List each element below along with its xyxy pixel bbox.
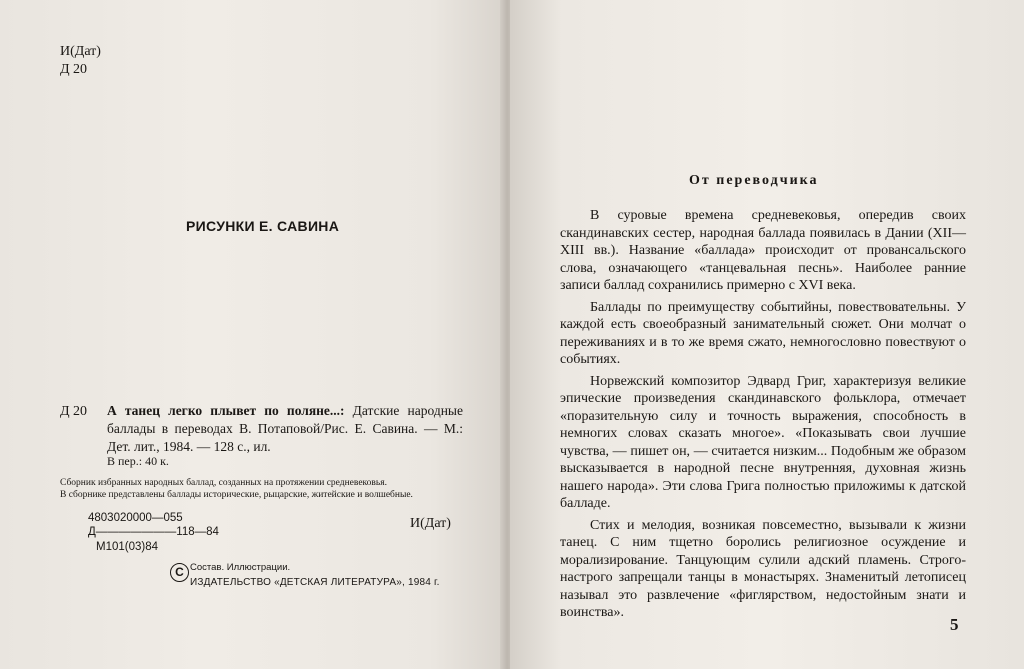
paragraph: Стих и мелодия, возникая повсеместно, вызывали к жизни танец. С ним тщетно боролись религиозное осуждение и морализирование. Танцующим сулили адский пламень. Строго-настрого запрещали танцы в монастырях. Знаменитый летописец называл это развлечение «фиглярством, недостойным знати и воинства».: [560, 517, 966, 620]
left-page: [0, 0, 506, 669]
bibliographic-entry: [107, 402, 463, 456]
summary-line: Сборник избранных народных баллад, созданных на протяжении средневековья.: [60, 478, 387, 488]
bibliographic-details: Датские народные баллады в переводах В. Потаповой/Рис. Е. Савина. — М.: Дет. лит., 1984. — 128 с., ил.: [107, 403, 463, 454]
catalog-number: Д 20: [60, 62, 88, 77]
bibliographic-title: А танец легко плывет по поляне...:: [107, 403, 345, 418]
copyright-note: Состав. Иллюстрации.: [190, 562, 291, 573]
preface-text: [560, 207, 966, 626]
price: В пер.: 40 к.: [107, 454, 169, 468]
index-code-line: М101(03)84: [96, 541, 159, 553]
copyright-icon: С: [170, 563, 189, 582]
index-code-line: Д———————118—84: [88, 526, 219, 538]
page-title: От переводчика: [689, 173, 819, 188]
paragraph: В суровые времена средневековья, опередив своих скандинавских сестер, народная баллада появилась в Дании (XII—XIII вв.). Название «баллада» происходит от провансальского слова, означающего «танцевальная песнь». Наиболее ранние записи баллад сохранились примерно с XVI века.: [560, 208, 966, 293]
summary-line: В сборнике представлены баллады исторические, рыцарские, житейские и волшебные.: [60, 490, 413, 500]
index-code-line: 4803020000—055: [88, 512, 183, 524]
publisher-line: ИЗДАТЕЛЬСТВО «ДЕТСКАЯ ЛИТЕРАТУРА», 1984 г.: [190, 577, 440, 588]
paragraph: Баллады по преимуществу событийны, повествовательны. У каждой есть своеобразный занимательный сюжет. Они молчат о переживаниях и в то же время сжато, немногословно повествуют о событиях.: [560, 299, 966, 367]
bibliographic-number: Д 20: [60, 404, 88, 419]
book-summary: [60, 477, 462, 501]
paragraph: Норвежский композитор Эдвард Григ, характеризуя великие эпические произведения скандинавского фольклора, отмечает «поразительную силу и точность выражения, способность в немногих словах сказать многое». «Показывать свои лучшие чувства, — пишет он, — считается низким... Подобным же образом высказывается в народной песне внутренняя, духовная жизнь нашего народа». Эти слова Грига полностью приложимы к датской балладе.: [560, 373, 966, 511]
page-number: 5: [950, 615, 959, 634]
illustrator-credit: РИСУНКИ Е. САВИНА: [186, 218, 340, 234]
catalog-code: И(Дат): [60, 44, 101, 59]
catalog-code-repeat: И(Дат): [410, 516, 451, 531]
